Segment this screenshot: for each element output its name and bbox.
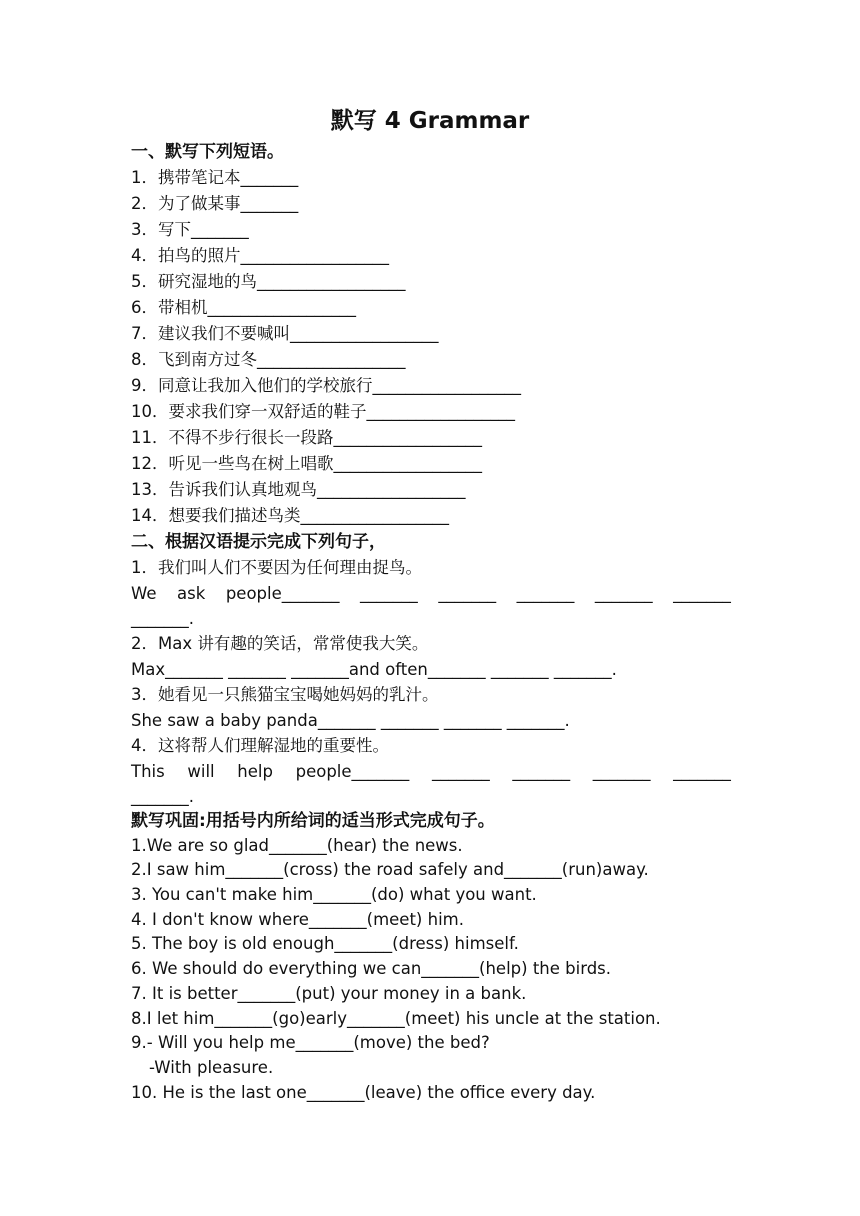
sentence3-chinese: 3．她看见一只熊猫宝宝喝她妈妈的乳汁。	[131, 685, 439, 704]
phrase-item-2: 2．为了做某事_______	[131, 194, 299, 213]
exercise-item-7: 7. It is better_______(put) your money in a bank.	[131, 983, 527, 1003]
phrase-item-4: 4．拍鸟的照片__________________	[131, 246, 389, 265]
phrase-item-13: 13．告诉我们认真地观鸟__________________	[131, 480, 466, 499]
sentence1-blank: _______	[360, 584, 418, 603]
sentence4-word: This	[131, 762, 165, 781]
exercise-item-10: 10. He is the last one_______(leave) the office every day.	[131, 1082, 596, 1102]
sentence4-english	[131, 759, 731, 784]
phrase-item-9: 9．同意让我加入他们的学校旅行__________________	[131, 376, 521, 395]
phrase-item-3: 3．写下_______	[131, 220, 249, 239]
page-title: 默写 4 Grammar	[330, 108, 530, 134]
phrase-item-8: 8．飞到南方过冬__________________	[131, 350, 406, 369]
sentence3-english: She saw a baby panda_______ _______ _______ _______.	[131, 711, 570, 730]
exercise-item-9-answer: -With pleasure.	[149, 1057, 274, 1077]
section3	[131, 809, 731, 1105]
phrase-item-6: 6．带相机__________________	[131, 298, 356, 317]
exercise-item-3: 3. You can't make him_______(do) what you want.	[131, 885, 537, 905]
exercise-item-8: 8.I let him_______(go)early_______(meet) his uncle at the station.	[131, 1008, 661, 1028]
sentence1-chinese: 1．我们叫人们不要因为任何理由捉鸟。	[131, 558, 422, 577]
exercise-item-5: 5. The boy is old enough_______(dress) himself.	[131, 934, 519, 954]
phrase-item-10: 10．要求我们穿一双舒适的鞋子__________________	[131, 402, 515, 421]
phrase-item-12: 12．听见一些鸟在树上唱歌__________________	[131, 454, 482, 473]
sentence1-english	[131, 581, 731, 606]
sentence1-blank: _______	[516, 584, 575, 603]
exercise-item-9: 9.- Will you help me_______(move) the bed?	[131, 1033, 490, 1053]
sentence4-chinese: 4．这将帮人们理解湿地的重要性。	[131, 736, 389, 755]
sentence2-chinese: 2．Max 讲有趣的笑话，常常使我大笑。	[131, 634, 429, 653]
phrase-item-7: 7．建议我们不要喊叫__________________	[131, 324, 439, 343]
sentence4-word: will	[187, 762, 215, 781]
section2-heading: 二、根据汉语提示完成下列句子，	[131, 532, 386, 552]
sentence1-english-tail: _______.	[131, 609, 194, 628]
section1-heading: 一、默写下列短语。	[131, 142, 284, 162]
exercise-item-1: 1.We are so glad_______(hear) the news.	[131, 835, 463, 855]
section3-heading: 默写巩固:用括号内所给词的适当形式完成句子。	[131, 811, 495, 831]
sentence4-blank: _______	[673, 762, 731, 781]
sentence1-word: We	[131, 584, 157, 603]
sentence1-blank: _______	[594, 584, 653, 603]
exercise-item-4: 4. I don't know where_______(meet) him.	[131, 909, 464, 929]
sentence4-word: help	[237, 762, 273, 781]
sentence2-english: Max_______ _______ _______and often_______ _______ _______.	[131, 660, 617, 679]
phrase-item-14: 14．想要我们描述鸟类__________________	[131, 506, 449, 525]
sentence1-blank: _______	[438, 584, 497, 603]
exercise-item-6: 6. We should do everything we can_______(help) the birds.	[131, 959, 612, 979]
sentence1-word: ask	[177, 584, 206, 603]
sentence1-word: people_______	[225, 584, 340, 603]
sentence1-blank: _______	[673, 584, 731, 603]
sentence4-blank: _______	[512, 762, 571, 781]
phrase-item-5: 5．研究湿地的鸟__________________	[131, 272, 406, 291]
phrase-item-1: 1．携带笔记本_______	[131, 168, 299, 187]
sentence4-blank: _______	[592, 762, 651, 781]
exercise-item-2: 2.I saw him_______(cross) the road safely and_______(run)away.	[131, 860, 649, 880]
phrase-item-11: 11．不得不步行很长一段路__________________	[131, 428, 482, 447]
sentence4-word: people_______	[295, 762, 410, 781]
worksheet-content	[131, 139, 731, 1105]
sentence4-blank: _______	[431, 762, 490, 781]
sentence4-english-tail: _______.	[131, 787, 194, 806]
